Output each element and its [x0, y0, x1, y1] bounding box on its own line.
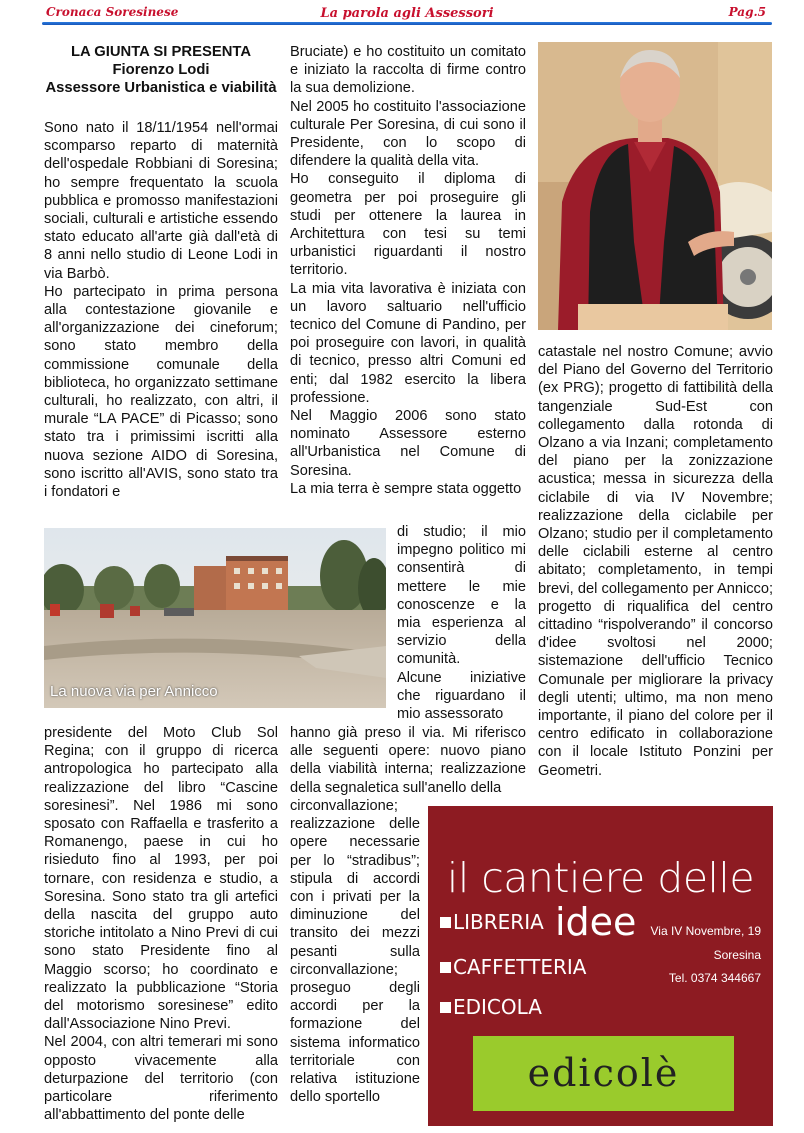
- paragraph: di studio; il mio impegno politico mi consentirà di mettere le mie conoscenze e la mia esperienza al servizio della comunità.: [397, 524, 526, 668]
- bullet-square-icon: [440, 1002, 451, 1013]
- article-kicker: LA GIUNTA SI PRESENTA: [70, 44, 252, 60]
- paragraph: Nel 2005 ho costituito l'associazione culturale Per Soresina, di cui sono il Presidente, con lo scopo di difendere la qualità della vita.: [290, 98, 526, 170]
- ad-city: Soresina: [713, 948, 761, 962]
- paragraph: presidente del Moto Club Sol Regina; con il gruppo di ricerca antropologica ho partecipato alla realizzazione del libro “Cascine soresinesi”. Nel 1986 mi sono sposato con Raffaella e trasferito a Romanengo, paese in cui ho risieduto fino al 1993, per poi tornare, con residenza e studio, a Soresina. Sono stato tra gli artefici della nascita del gruppo auto storiche intitolato a Nino Previ di cui sono stato Presidente fino al Maggio scorso; ho coordinato e realizzato la pubblicazione “Storia del motorismo soresinese” edito dall'Associazione Nino Previ.: [44, 725, 278, 1033]
- ad-phone: Tel. 0374 344667: [668, 971, 761, 985]
- paragraph: hanno già preso il via. Mi riferisco alle seguenti opere: nuovo piano della viabilità interna; realizzazione della segnaletica sull'anello della: [290, 725, 526, 796]
- ad-brand-box: [473, 1036, 734, 1111]
- ad-idee: idee: [555, 900, 637, 944]
- road-photo: [44, 528, 386, 708]
- paragraph: Alcune iniziative che riguardano il mio assessorato: [397, 669, 526, 723]
- portrait-photo: [538, 42, 772, 330]
- column-1-bottom: [44, 724, 278, 1124]
- ad-item-label: EDICOLA: [453, 995, 542, 1019]
- ad-item-label: LIBRERIA: [453, 910, 544, 934]
- paragraph: Sono nato il 18/11/1954 nell'ormai scomparso reparto di maternità dell'ospedale Robbiani di Soresina; ho sempre frequentato la scuola pubblica e promosso manifestazioni sociali, culturali e artistiche essendo stato educato all'arte già dall'età di 8 anni nello studio di Leone Lodi in via Barbò.: [44, 120, 278, 282]
- page-header: [42, 2, 772, 24]
- column-2-middle: [290, 724, 526, 797]
- paragraph: Nel Maggio 2006 sono stato nominato Assessore esterno all'Urbanistica nel Comune di Soresina.: [290, 408, 526, 479]
- ad-brand: edicolè: [527, 1051, 680, 1095]
- portrait-photo-image: [538, 42, 772, 330]
- paragraph: La mia vita lavorativa è iniziata con un lavoro saltuario nell'ufficio tecnico del Comune di Pandino, per poi proseguire con lavori, in qualità di tecnico, presso altri Comuni ed enti; dal 1982 esercito la libera professione.: [290, 280, 526, 406]
- paragraph: Nel 2004, con altri temerari mi sono opposto vivacemente alla deturpazione del territorio (con particolare riferimento all'abbattimento del ponte delle: [44, 1034, 278, 1124]
- section-label: Cronaca Soresinese: [46, 5, 179, 19]
- road-photo-image: [44, 528, 386, 708]
- ad-item-edicola: [440, 995, 542, 1019]
- photo-caption: La nuova via per Annicco: [50, 683, 218, 700]
- column-1-top: [44, 43, 278, 501]
- paragraph: Ho conseguito il diploma di geometra per poi proseguire gli studi per ottenere la laurea in Architettura con tesi su temi urbanistici riguardanti il nostro territorio.: [290, 171, 526, 279]
- ad-item-libreria: [440, 910, 544, 934]
- advertisement: [428, 806, 773, 1126]
- ad-item-label: CAFFETTERIA: [453, 955, 587, 979]
- paragraph: catastale nel nostro Comune; avvio del Piano del Governo del Territorio (ex PRG); progetto di fattibilità della tangenziale Sud-Est con collegamento dalla rotonda di Olzano a via Inzani; completamento del piano per la zonizzazione acustica; messa in sicurezza della ciclabile di via IV Novembre; realizzazione della ciclabile per Olzano; studio per il completamento delle ciclabili esterne al centro abitato; completamento, in tempi brevi, del collegamento per Annicco; progetto di riqualifica del centro cittadino “rispolverando” il concorso d'idee svoltosi nel 2000; sistemazione dell'ufficio Tecnico Comunale per migliorare la privacy degli utenti; ultimo, ma non meno importante, il piano del colore per il centro edificato in collaborazione con il locale Istituto Ponzini per Geometri.: [538, 344, 773, 779]
- ad-item-caffetteria: [440, 955, 587, 979]
- ad-title: il cantiere delle: [446, 854, 755, 902]
- column-2-bottom: [290, 797, 420, 1106]
- bullet-square-icon: [440, 962, 451, 973]
- article-person-role: Assessore Urbanistica e viabilità: [45, 80, 277, 96]
- bullet-square-icon: [440, 917, 451, 928]
- ad-address: Via IV Novembre, 19: [650, 924, 761, 938]
- paragraph: Ho partecipato in prima persona alla contestazione giovanile e all'organizzazione dei cineforum; sono stato membro della commissione comunale della biblioteca, ho organizzato settimane culturali, ho realizzato, con altri, il murale “LA PACE” di Picasso; sono stato tra i primissimi iscritti alla nuova sezione AIDO di Soresina, sono iscritto all'AVIS, sono stato tra i fondatori e: [44, 283, 278, 501]
- article-person-name: Fiorenzo Lodi: [112, 62, 210, 78]
- page-number: Pag.5: [728, 5, 766, 19]
- column-2-narrow: [397, 523, 526, 723]
- paragraph: Bruciate) e ho costituito un comitato e iniziato la raccolta di firme contro la sua demolizione.: [290, 44, 526, 97]
- paragraph: La mia terra è sempre stata oggetto: [290, 480, 522, 497]
- column-2-top: [290, 43, 526, 498]
- page-section-title: La parola agli Assessori: [320, 6, 494, 21]
- column-3: [538, 343, 773, 780]
- article-heading: [44, 43, 278, 97]
- header-rule: [42, 22, 772, 25]
- paragraph: circonvallazione; realizzazione delle opere necessarie per lo “stradibus”; stipula di accordi con i privati per la diminuzione del transito dei mezzi pesanti sulla circonvallazione; proseguo degli accordi per la formazione del sistema informatico territoriale con relativa istituzione dello sportello: [290, 798, 420, 1106]
